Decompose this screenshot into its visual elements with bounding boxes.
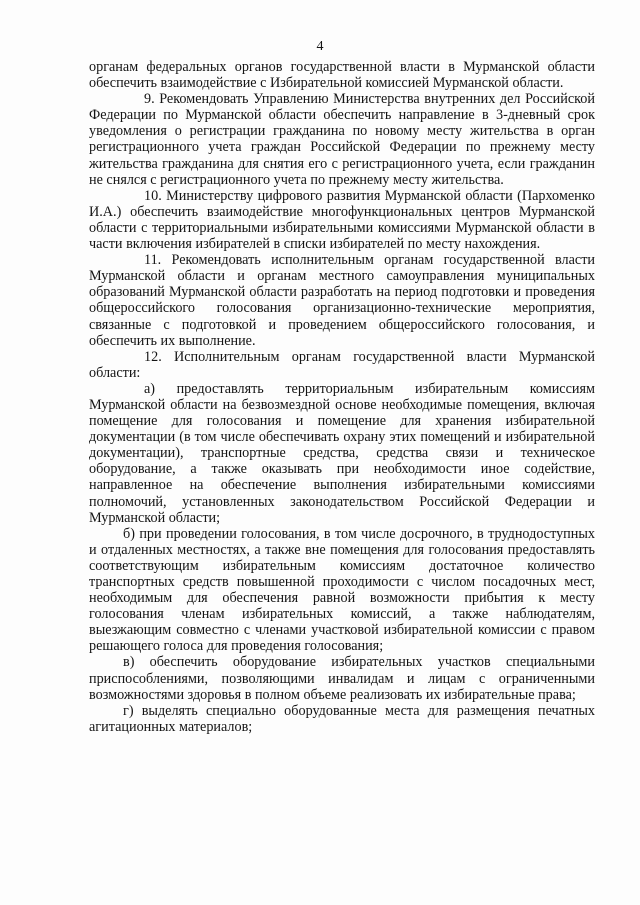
paragraph-8-continuation: органам федеральных органов государственной власти в Мурманской области обеспечить взаимодействие с Избирательной комиссией Мурманской области. — [89, 59, 595, 92]
paragraph-12: 12. Исполнительным органам государственной власти Мурманской области: — [89, 348, 595, 381]
document-body — [89, 59, 595, 735]
paragraph-10: 10. Министерству цифрового развития Мурманской области (Пархоменко И.А.) обеспечить взаимодействие многофункциональных центров Мурманской области с территориальными избирательными комиссиями Мурманской области в части включения избирателей в списки избирателей по месту нахождения. — [89, 187, 595, 253]
page-number: 4 — [316, 39, 324, 54]
paragraph-11: 11. Рекомендовать исполнительным органам государственной власти Мурманской области и органам местного самоуправления муниципальных образований Мурманской области разработать на период подготовки и проведения общероссийского голосования организационно-технические мероприятия, связанные с подготовкой и проведением общероссийского голосования, и обеспечить их выполнение. — [89, 252, 595, 349]
paragraph-12-a: а) предоставлять территориальным избирательным комиссиям Мурманской области на безвозмездной основе необходимые помещения, включая помещение для голосования и помещение для хранения избирательной документации (в том числе обеспечивать охрану этих помещений и избирательной документации), транспортные средства, средства связи и техническое оборудование, а также оказывать при необходимости иное содействие, направленное на обеспечение выполнения избирательными комиссиями полномочий, установленных законодательством Российской Федерации и Мурманской области; — [89, 380, 595, 526]
paragraph-9: 9. Рекомендовать Управлению Министерства внутренних дел Российской Федерации по Мурманской области обеспечить направление в 3-дневный срок уведомления о регистрации гражданина по новому месту жительства в орган регистрационного учета граждан Российской Федерации по прежнему месту жительства гражданина для снятия его с регистрационного учета, если гражданин не снялся с регистрационного учета по прежнему месту жительства. — [89, 91, 595, 188]
paragraph-12-g: г) выделять специально оборудованные места для размещения печатных агитационных материалов; — [89, 702, 595, 735]
paragraph-12-b: б) при проведении голосования, в том числе досрочного, в труднодоступных и отдаленных местностях, а также вне помещения для голосования предоставлять соответствующим избирательным комиссиям достаточное количество транспортных средств повышенной проходимости с числом посадочных мест, необходимым для обеспечения равной возможности прибытия к месту голосования членам избирательных комиссий, а также наблюдателям, выезжающим совместно с членами участковой избирательной комиссии с правом решающего голоса для проведения голосования; — [89, 525, 595, 655]
paragraph-12-v: в) обеспечить оборудование избирательных участков специальными приспособлениями, позволяющими инвалидам и лицам с ограниченными возможностями здоровья в полном объеме реализовать их избирательные права; — [89, 654, 595, 703]
